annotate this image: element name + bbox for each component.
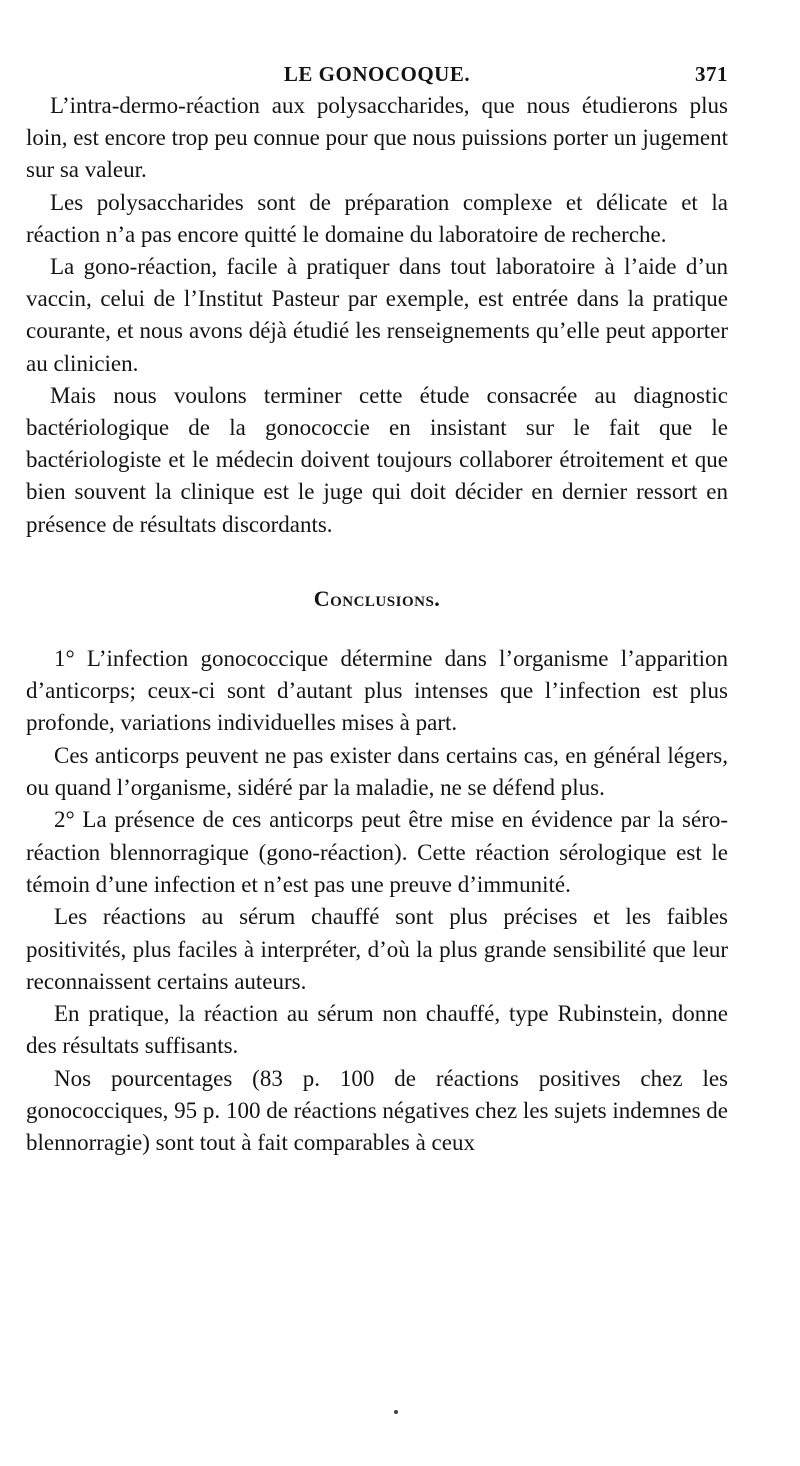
- paragraph-intradermo: L’intra-dermo-réaction aux polysaccharides, que nous étudierons plus loin, est encore trop peu connue pour que nous puissions porter un jugement sur sa valeur.: [26, 93, 728, 183]
- conclusion-paragraph-5: En pratique, la réaction au sérum non chauffé, type Rubinstein, donne des résultats suffisants.: [26, 1001, 728, 1059]
- printer-mark: [394, 1410, 398, 1414]
- conclusion-paragraph-4: Les réactions au sérum chauffé sont plus précises et les faibles positivités, plus faciles à interpréter, d’où la plus grande sensibilité que leur reconnaissent certains auteurs.: [26, 904, 728, 994]
- paragraph-collaboration: Mais nous voulons terminer cette étude consacrée au diagnostic bactériologique de la gonococcie en insistant sur le fait que le bactériologiste et le médecin doivent toujours collaborer étroitement et que bien souvent la clinique est le juge qui doit décider en dernier ressort en présence de résultats discordants.: [26, 382, 728, 537]
- running-title: LE GONOCOQUE.: [283, 62, 471, 86]
- running-header: [26, 56, 728, 90]
- conclusion-paragraph-6: Nos pourcentages (83 p. 100 de réactions positives chez les gonococciques, 95 p. 100 de réactions négatives chez les sujets indemnes de blennorragie) sont tout à fait comparables à ceux: [26, 1065, 728, 1156]
- paragraph-gono-reaction: La gono-réaction, facile à pratiquer dans tout laboratoire à l’aide d’un vaccin, celui de l’Institut Pasteur par exemple, est entrée dans la pratique courante, et nous avons déjà étudié les renseignements qu’elle peut apporter au clinicien.: [26, 254, 728, 376]
- conclusion-paragraph-2: Ces anticorps peuvent ne pas exister dans certains cas, en général légers, ou quand l’organisme, sidéré par la maladie, ne se défend plus.: [26, 742, 728, 801]
- page-number: 371: [695, 62, 728, 86]
- conclusions-heading: Conclusions.: [313, 585, 441, 611]
- document-page: [26, 56, 728, 1160]
- intro-text: [26, 90, 728, 541]
- conclusion-paragraph-3: 2° La présence de ces anticorps peut être mise en évidence par la séro-réaction blennorragique (gono-réaction). Cette réaction sérologique est le témoin d’une infection et n’est pas une preuve d’immunité.: [26, 807, 728, 897]
- conclusions-text: [26, 643, 728, 1160]
- paragraph-polysaccharides: Les polysaccharides sont de préparation complexe et délicate et la réaction n’a pas encore quitté le domaine du laboratoire de recherche.: [26, 189, 728, 247]
- conclusion-paragraph-1: 1° L’infection gonococcique détermine dans l’organisme l’apparition d’anticorps; ceux-ci sont d’autant plus intenses que l’infection est plus profonde, variations individuelles mises à part.: [26, 645, 728, 736]
